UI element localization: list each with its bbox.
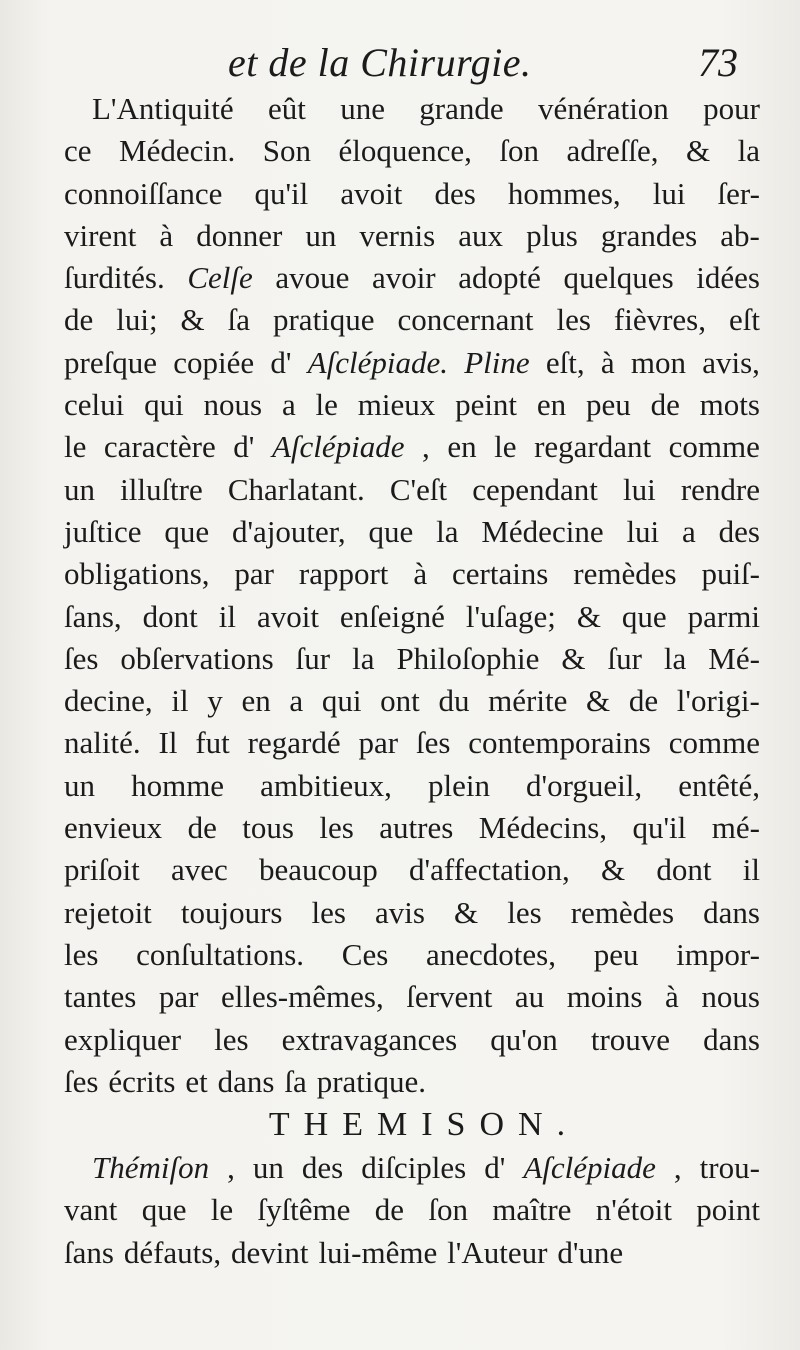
text-line: celui qui nous a le mieux peint en peu de mots — [64, 387, 760, 423]
text-line: connoiſſance qu'il avoit des hommes, lui ſer- — [64, 175, 760, 211]
page-number: 73 — [698, 40, 738, 85]
text-line: decine, il y en a qui ont du mérite & de l'origi- — [64, 683, 760, 719]
text-line: ſes écrits et dans ſa pratique. — [64, 1063, 427, 1099]
text-line: un homme ambitieux, plein d'orgueil, entêté, — [64, 767, 760, 803]
text-line: de lui; & ſa pratique concernant les fièvres, eſt — [64, 302, 760, 338]
text-line: ſans défauts, devint lui-même l'Auteur d'une — [64, 1234, 624, 1270]
text-line: virent à donner un vernis aux plus grandes ab- — [64, 217, 760, 253]
text-line: ce Médecin. Son éloquence, ſon adreſſe, & la — [64, 133, 760, 169]
text-line: envieux de tous les autres Médecins, qu'il mé- — [64, 810, 760, 846]
body-text — [64, 88, 760, 1274]
running-title: et de la Chirurgie. — [228, 40, 532, 85]
text-line: juſtice que d'ajouter, que la Médecine lui a des — [64, 513, 760, 549]
paragraph-2 — [64, 1147, 760, 1274]
text-line: ſans, dont il avoit enſeigné l'uſage; & que parmi — [64, 598, 760, 634]
page-header — [0, 38, 800, 88]
text-line: Thémiſon , un des diſciples d' Aſclépiade , trou- — [92, 1150, 760, 1186]
text-line: ſurdités. Celſe avoue avoir adopté quelques idées — [64, 260, 760, 296]
paragraph-1 — [64, 88, 760, 1103]
text-line: rejetoit toujours les avis & les remèdes dans — [64, 894, 760, 930]
text-line: obligations, par rapport à certains remèdes puiſ- — [64, 556, 760, 592]
text-line: un illuſtre Charlatant. C'eſt cependant lui rendre — [64, 471, 760, 507]
text-line: L'Antiquité eût une grande vénération pour — [92, 91, 760, 126]
text-line: ſes obſervations ſur la Philoſophie & ſur la Mé- — [64, 640, 760, 676]
text-line: le caractère d' Aſclépiade , en le regardant comme — [64, 429, 760, 465]
text-line: preſque copiée d' Aſclépiade. Pline eſt, à mon avis, — [64, 344, 760, 380]
section-heading: THEMISON. — [268, 1106, 580, 1144]
text-line: expliquer les extravagances qu'on trouve dans — [64, 1021, 760, 1057]
text-line: priſoit avec beaucoup d'affectation, & dont il — [64, 852, 760, 888]
text-line: vant que le ſyſtême de ſon maître n'étoit point — [64, 1192, 760, 1228]
text-line: les conſultations. Ces anecdotes, peu impor- — [64, 936, 760, 972]
text-line: tantes par elles-mêmes, ſervent au moins à nous — [64, 979, 760, 1015]
text-line: nalité. Il fut regardé par ſes contemporains comme — [64, 725, 760, 761]
